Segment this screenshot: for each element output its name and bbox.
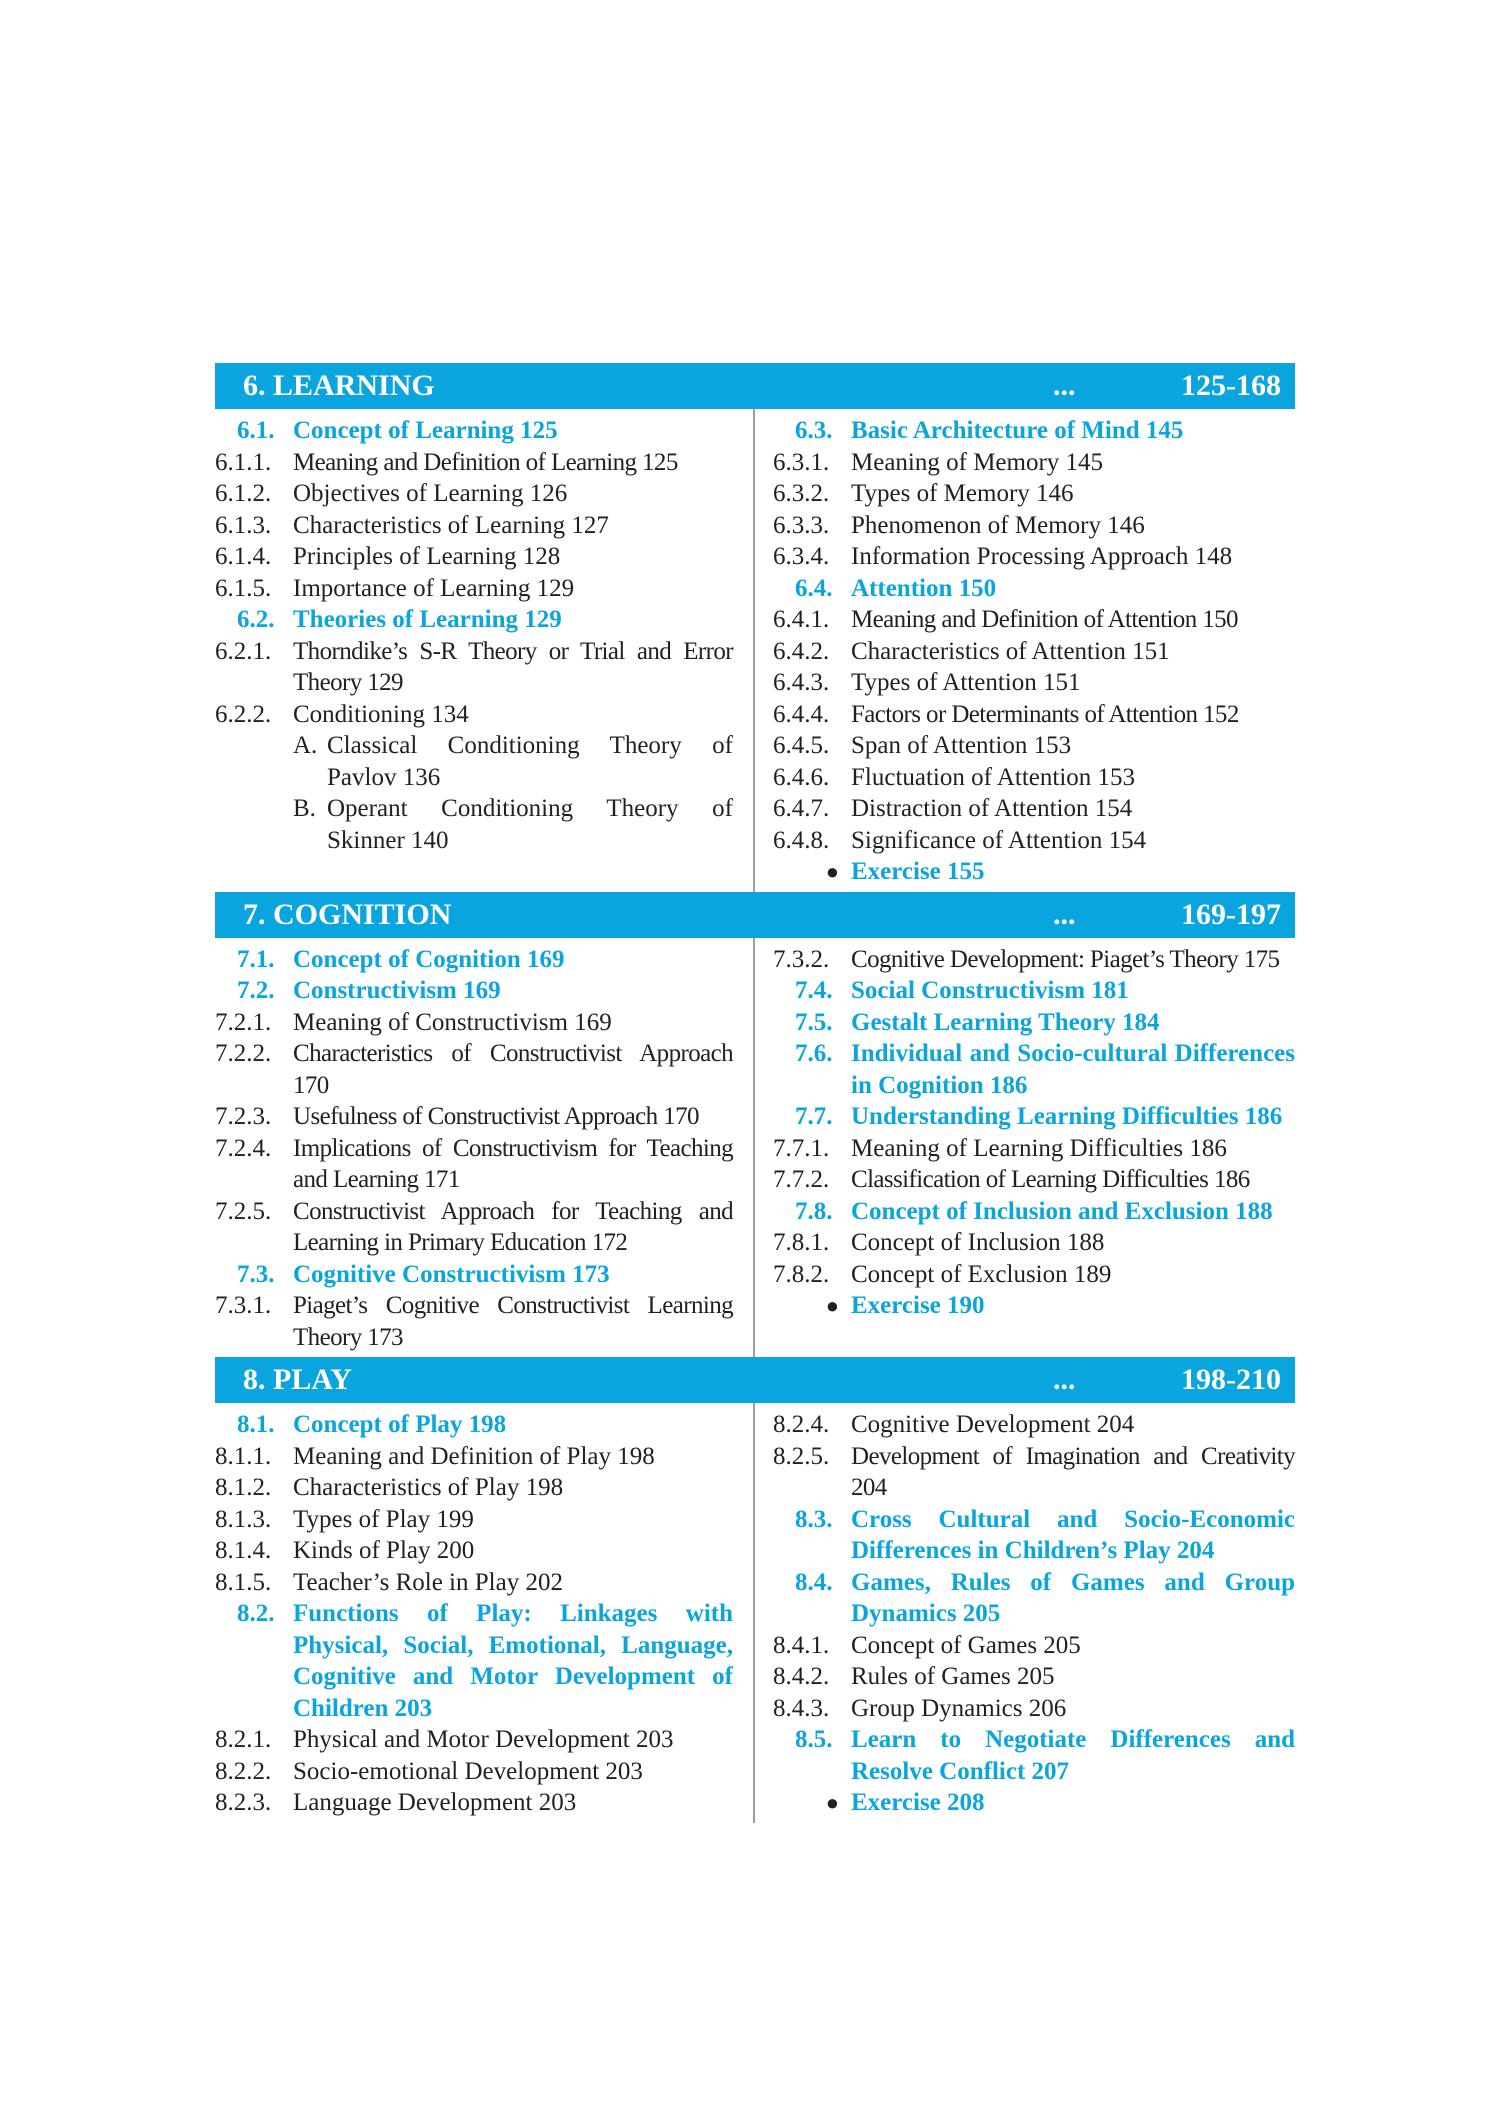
toc-item xyxy=(773,636,1295,668)
entry-text: Social Constructivism 181 xyxy=(851,977,1129,1004)
toc-item xyxy=(773,510,1295,542)
chapter-dots: ... xyxy=(1053,1363,1076,1396)
toc-section xyxy=(773,1007,1295,1039)
entry-text: Cross Cultural and Socio-Economic Differences in Children’s Play 204 xyxy=(851,1505,1295,1564)
entry-number: 7.1. xyxy=(237,945,275,973)
chapter-title: 6. LEARNING xyxy=(243,369,435,402)
entry-text: Physical and Motor Development 203 xyxy=(293,1726,674,1753)
entry-text: Significance of Attention 154 xyxy=(851,826,1147,854)
toc-item xyxy=(773,541,1295,573)
bullet-icon: ● xyxy=(825,1293,839,1318)
toc-section xyxy=(215,1598,733,1724)
toc-item xyxy=(215,699,733,731)
entry-text: Concept of Inclusion and Exclusion 188 xyxy=(851,1197,1273,1225)
toc-item xyxy=(773,944,1295,976)
entry-number: 6.4.2. xyxy=(773,637,830,665)
entry-number: 8.4.2. xyxy=(773,1663,830,1690)
toc-item xyxy=(215,1724,733,1756)
toc-exercise xyxy=(773,1787,1295,1819)
chapter-body xyxy=(215,409,1295,892)
entry-text: Concept of Learning 125 xyxy=(293,417,558,444)
toc-item xyxy=(215,1441,733,1473)
toc-item xyxy=(215,1504,733,1536)
chapter-page-range: 125-168 xyxy=(1181,369,1281,402)
entry-text: Types of Play 199 xyxy=(293,1505,474,1533)
entry-text: Principles of Learning 128 xyxy=(293,543,561,570)
entry-number: 8.1.3. xyxy=(215,1505,272,1533)
entry-number: 8.4.1. xyxy=(773,1631,830,1659)
toc-item xyxy=(773,1164,1295,1196)
entry-text: Gestalt Learning Theory 184 xyxy=(851,1008,1160,1036)
entry-text: Span of Attention 153 xyxy=(851,732,1072,759)
toc-item xyxy=(773,604,1295,636)
entry-text: Meaning and Definition of Attention 150 xyxy=(851,606,1238,633)
toc-item xyxy=(215,1007,733,1039)
entry-number: 7.2.2. xyxy=(215,1040,272,1067)
toc-section xyxy=(773,415,1295,447)
entry-number: 7.8. xyxy=(795,1197,833,1225)
entry-number: 6.1.5. xyxy=(215,574,272,602)
entry-number: 8.5. xyxy=(795,1726,833,1753)
entry-text: Importance of Learning 129 xyxy=(293,574,575,602)
entry-text: Concept of Cognition 169 xyxy=(293,945,565,973)
entry-text: Concept of Play 198 xyxy=(293,1411,507,1438)
subitem-label: B. xyxy=(293,795,316,822)
entry-number: 6.1.2. xyxy=(215,480,272,507)
entry-number: 6.1.3. xyxy=(215,511,272,539)
left-column xyxy=(215,409,755,892)
toc-item xyxy=(215,1567,733,1599)
toc-item xyxy=(215,1472,733,1504)
right-column xyxy=(755,409,1295,892)
entry-number: 6.4.4. xyxy=(773,700,830,728)
entry-text: Meaning of Constructivism 169 xyxy=(293,1008,612,1036)
toc-item xyxy=(215,1290,733,1353)
exercise-text: Exercise 190 xyxy=(851,1292,985,1319)
subitem-text: Operant Conditioning Theory of Skinner 140 xyxy=(327,795,733,854)
entry-number: 8.1.2. xyxy=(215,1474,272,1501)
entry-number: 8.1.1. xyxy=(215,1442,272,1470)
toc-exercise xyxy=(773,1290,1295,1322)
toc-item xyxy=(215,1196,733,1259)
toc-item xyxy=(215,1756,733,1788)
entry-text: Characteristics of Attention 151 xyxy=(851,637,1170,665)
left-column xyxy=(215,938,755,1358)
entry-text: Group Dynamics 206 xyxy=(851,1694,1067,1722)
entry-number: 6.4.3. xyxy=(773,669,830,696)
entry-number: 7.2.1. xyxy=(215,1008,272,1036)
toc-item xyxy=(773,1441,1295,1504)
entry-number: 6.4.7. xyxy=(773,795,830,822)
entry-text: Games, Rules of Games and Group Dynamics 205 xyxy=(851,1568,1295,1627)
entry-text: Implications of Constructivism for Teaching and Learning 171 xyxy=(293,1134,733,1193)
entry-number: 7.6. xyxy=(795,1040,833,1067)
entry-text: Cognitive Development 204 xyxy=(851,1411,1135,1438)
right-column xyxy=(755,1403,1295,1823)
entry-number: 8.4. xyxy=(795,1568,833,1596)
entry-text: Distraction of Attention 154 xyxy=(851,795,1133,822)
toc-item xyxy=(215,478,733,510)
entry-number: 8.2.3. xyxy=(215,1789,272,1816)
entry-text: Constructivist Approach for Teaching and Learning in Primary Education 172 xyxy=(293,1197,733,1256)
entry-text: Information Processing Approach 148 xyxy=(851,543,1233,570)
exercise-text: Exercise 155 xyxy=(851,858,985,885)
toc-item xyxy=(773,1630,1295,1662)
entry-number: 7.5. xyxy=(795,1008,833,1036)
entry-number: 7.2.4. xyxy=(215,1134,272,1162)
toc-item xyxy=(215,447,733,479)
toc-item xyxy=(773,1259,1295,1291)
entry-number: 7.8.1. xyxy=(773,1229,830,1256)
entry-text: Meaning of Memory 145 xyxy=(851,448,1104,476)
chapter-page-range: 169-197 xyxy=(1181,897,1281,931)
toc-section xyxy=(773,1101,1295,1133)
toc-item xyxy=(215,636,733,699)
chapter-learning xyxy=(215,363,1295,892)
entry-number: 6.4.6. xyxy=(773,763,830,791)
chapter-header xyxy=(215,363,1295,409)
entry-number: 6.1.4. xyxy=(215,543,272,570)
entry-text: Fluctuation of Attention 153 xyxy=(851,763,1136,791)
entry-number: 6.3.1. xyxy=(773,448,830,476)
toc-section xyxy=(773,1038,1295,1101)
exercise-text: Exercise 208 xyxy=(851,1789,985,1816)
entry-text: Characteristics of Play 198 xyxy=(293,1474,564,1501)
entry-number: 8.2.2. xyxy=(215,1757,272,1785)
entry-number: 6.4.1. xyxy=(773,606,830,633)
toc-item xyxy=(773,1693,1295,1725)
entry-number: 6.2.2. xyxy=(215,700,272,728)
toc-item xyxy=(215,1535,733,1567)
toc-item xyxy=(215,1038,733,1101)
toc-section xyxy=(773,1196,1295,1228)
entry-text: Socio-emotional Development 203 xyxy=(293,1757,643,1785)
entry-number: 6.3.2. xyxy=(773,480,830,507)
entry-text: Individual and Socio-cultural Differences in Cognition 186 xyxy=(851,1040,1295,1099)
entry-number: 7.2.5. xyxy=(215,1197,272,1225)
toc-item xyxy=(773,478,1295,510)
toc-item xyxy=(773,825,1295,857)
entry-text: Teacher’s Role in Play 202 xyxy=(293,1568,563,1596)
entry-text: Classification of Learning Difficulties 186 xyxy=(851,1166,1250,1193)
entry-number: 6.3.3. xyxy=(773,511,830,539)
toc-item xyxy=(773,667,1295,699)
chapter-dots: ... xyxy=(1053,897,1076,931)
toc-section xyxy=(215,975,733,1007)
entry-number: 7.7.1. xyxy=(773,1134,830,1162)
toc-item xyxy=(215,510,733,542)
entry-text: Basic Architecture of Mind 145 xyxy=(851,417,1184,444)
chapter-header xyxy=(215,892,1295,938)
entry-text: Usefulness of Constructivist Approach 170 xyxy=(293,1103,699,1130)
entry-number: 8.2.1. xyxy=(215,1726,272,1753)
entry-number: 6.4. xyxy=(795,574,833,602)
entry-text: Types of Memory 146 xyxy=(851,480,1074,507)
toc-section xyxy=(215,415,733,447)
chapter-body xyxy=(215,938,1295,1358)
entry-text: Meaning and Definition of Learning 125 xyxy=(293,448,678,476)
entry-number: 7.2.3. xyxy=(215,1103,272,1130)
toc-item xyxy=(773,1133,1295,1165)
entry-text: Learn to Negotiate Differences and Resolve Conflict 207 xyxy=(851,1726,1295,1785)
entry-number: 8.1. xyxy=(237,1411,275,1438)
entry-text: Cognitive Development: Piaget’s Theory 175 xyxy=(851,945,1280,973)
entry-text: Phenomenon of Memory 146 xyxy=(851,511,1145,539)
entry-number: 8.2.4. xyxy=(773,1411,830,1438)
toc-item xyxy=(215,1787,733,1819)
toc-item xyxy=(215,573,733,605)
toc-section xyxy=(215,1409,733,1441)
chapter-dots: ... xyxy=(1053,369,1076,402)
toc-item xyxy=(773,1661,1295,1693)
bullet-icon: ● xyxy=(825,859,839,884)
entry-number: 7.2. xyxy=(237,977,275,1004)
toc-item xyxy=(773,762,1295,794)
entry-text: Meaning and Definition of Play 198 xyxy=(293,1442,655,1470)
entry-text: Types of Attention 151 xyxy=(851,669,1081,696)
entry-text: Rules of Games 205 xyxy=(851,1663,1055,1690)
entry-number: 7.3. xyxy=(237,1260,275,1288)
toc-item xyxy=(215,1101,733,1133)
subitem-text: Classical Conditioning Theory of Pavlov 136 xyxy=(327,732,733,791)
toc-section xyxy=(215,604,733,636)
entry-text: Language Development 203 xyxy=(293,1789,577,1816)
entry-text: Theories of Learning 129 xyxy=(293,606,562,633)
entry-number: 7.7. xyxy=(795,1103,833,1130)
toc-item xyxy=(773,730,1295,762)
entry-text: Concept of Exclusion 189 xyxy=(851,1260,1112,1288)
entry-text: Development of Imagination and Creativity 204 xyxy=(851,1442,1295,1501)
entry-text: Meaning of Learning Difficulties 186 xyxy=(851,1134,1227,1162)
toc-item xyxy=(773,1227,1295,1259)
entry-number: 6.2. xyxy=(237,606,275,633)
toc-item xyxy=(773,1409,1295,1441)
left-column xyxy=(215,1403,755,1823)
entry-text: Constructivism 169 xyxy=(293,977,501,1004)
entry-number: 6.1. xyxy=(237,417,275,444)
toc-item xyxy=(773,447,1295,479)
entry-number: 8.1.5. xyxy=(215,1568,272,1596)
toc-section xyxy=(773,573,1295,605)
entry-text: Functions of Play: Linkages with Physical, Social, Emotional, Language, Cognitive and Motor Development of Children 203 xyxy=(293,1600,733,1722)
entry-text: Characteristics of Constructivist Approach 170 xyxy=(293,1040,733,1099)
chapter-body xyxy=(215,1403,1295,1823)
entry-number: 7.7.2. xyxy=(773,1166,830,1193)
entry-text: Attention 150 xyxy=(851,574,997,602)
toc-exercise xyxy=(773,856,1295,888)
bullet-icon: ● xyxy=(825,1790,839,1815)
entry-text: Thorndike’s S-R Theory or Trial and Error Theory 129 xyxy=(293,637,733,696)
entry-number: 7.3.2. xyxy=(773,945,830,973)
entry-text: Kinds of Play 200 xyxy=(293,1537,475,1564)
entry-text: Concept of Games 205 xyxy=(851,1631,1081,1659)
subitem-label: A. xyxy=(293,732,318,759)
toc-section xyxy=(215,944,733,976)
entry-number: 6.4.5. xyxy=(773,732,830,759)
entry-number: 6.3.4. xyxy=(773,543,830,570)
entry-number: 8.2. xyxy=(237,1600,275,1627)
chapter-play xyxy=(215,1357,1295,1823)
toc-item xyxy=(773,793,1295,825)
entry-text: Conditioning 134 xyxy=(293,700,469,728)
toc-section xyxy=(215,1259,733,1291)
toc-section xyxy=(773,1724,1295,1787)
toc-subitem xyxy=(293,730,733,793)
entry-number: 8.2.5. xyxy=(773,1442,830,1470)
entry-text: Factors or Determinants of Attention 152 xyxy=(851,700,1239,728)
chapter-cognition xyxy=(215,892,1295,1358)
entry-text: Understanding Learning Difficulties 186 xyxy=(851,1103,1283,1130)
toc-item xyxy=(215,1133,733,1196)
chapter-title: 8. PLAY xyxy=(243,1363,352,1396)
entry-text: Piaget’s Cognitive Constructivist Learning Theory 173 xyxy=(293,1292,733,1351)
entry-number: 8.1.4. xyxy=(215,1537,272,1564)
toc-section xyxy=(773,1504,1295,1567)
entry-number: 8.3. xyxy=(795,1505,833,1533)
entry-number: 6.1.1. xyxy=(215,448,272,476)
entry-number: 8.4.3. xyxy=(773,1694,830,1722)
entry-text: Objectives of Learning 126 xyxy=(293,480,568,507)
toc-subitem xyxy=(293,793,733,856)
right-column xyxy=(755,938,1295,1358)
entry-text: Characteristics of Learning 127 xyxy=(293,511,609,539)
entry-number: 7.3.1. xyxy=(215,1292,272,1319)
chapter-title: 7. COGNITION xyxy=(243,897,452,931)
entry-number: 6.4.8. xyxy=(773,826,830,854)
chapter-page-range: 198-210 xyxy=(1181,1363,1281,1396)
entry-number: 6.2.1. xyxy=(215,637,272,665)
entry-text: Concept of Inclusion 188 xyxy=(851,1229,1105,1256)
chapter-header xyxy=(215,1357,1295,1403)
entry-number: 6.3. xyxy=(795,417,833,444)
toc-section xyxy=(773,1567,1295,1630)
table-of-contents xyxy=(215,363,1295,1823)
toc-item xyxy=(215,541,733,573)
entry-number: 7.4. xyxy=(795,977,833,1004)
toc-section xyxy=(773,975,1295,1007)
entry-text: Cognitive Constructivism 173 xyxy=(293,1260,610,1288)
entry-number: 7.8.2. xyxy=(773,1260,830,1288)
toc-item xyxy=(773,699,1295,731)
